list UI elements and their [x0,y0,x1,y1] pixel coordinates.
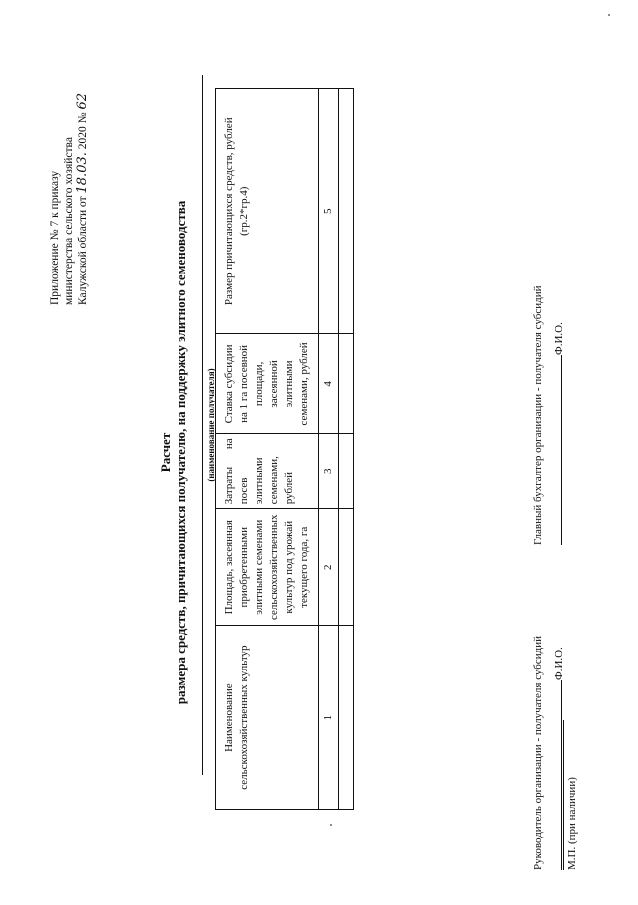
header-area: Площадь, засеянная приобретенными элитными семенами сельскохозяйственных культур под урожай текущего года, га [216,509,319,626]
appendix-line-3 [76,5,90,305]
header-crops: Наименование сельскохозяйственных культур [216,626,319,810]
appendix-year: 2020 № [77,112,89,150]
header-rate: Ставка субсидии на 1 га посевной площади, засеянной элитными семенами, рублей [216,334,319,434]
document-title: Расчет [158,432,173,473]
signature-blank [561,355,562,545]
col-number-2: 2 [319,509,339,626]
accountant-signature-line [552,322,566,545]
col-number-3: 3 [319,434,339,509]
header-amount: Размер причитающихся средств, рублей (гр.2*гр.4) [216,89,319,334]
table-cell [339,434,354,509]
scan-speck [330,824,332,826]
appendix-line-3-prefix: Калужской области от [77,196,89,305]
document-subtitle: размера средств, причитающихся получателю, на поддержку элитного семеноводства [173,200,188,705]
table-row [339,89,354,810]
scan-speck [608,14,610,16]
table-header-row [216,89,319,810]
col-number-5: 5 [319,89,339,334]
head-fio-label: Ф.И.О. [553,647,565,680]
col-number-4: 4 [319,334,339,434]
appendix-line-2: министерства сельского хозяйства [63,137,75,305]
table-row [319,89,339,810]
recipient-blank-line [202,75,203,775]
accountant-fio-label: Ф.И.О. [553,322,565,355]
accountant-signature-label: Главный бухгалтер организации - получателя субсидий [532,285,544,545]
recipient-caption: (наименование получателя) [206,368,216,482]
table-cell [339,334,354,434]
head-signature-label: Руководитель организации - получателя субсидий [532,635,544,870]
handwritten-date: 18.03. [75,152,90,194]
table-cell [339,626,354,810]
col-number-1: 1 [319,626,339,810]
table-cell [339,89,354,334]
handwritten-number: 62 [75,92,90,110]
appendix-header [48,5,90,305]
header-costs: Затраты на посев элитными семенами, рублей [216,434,319,509]
table-cell [339,509,354,626]
signature-blank [561,680,562,870]
stamp-label: М.П. (при наличии) [563,720,579,870]
stamp-area [563,720,579,870]
appendix-line-1: Приложение № 7 к приказу [49,170,61,305]
calculation-table [215,88,354,810]
